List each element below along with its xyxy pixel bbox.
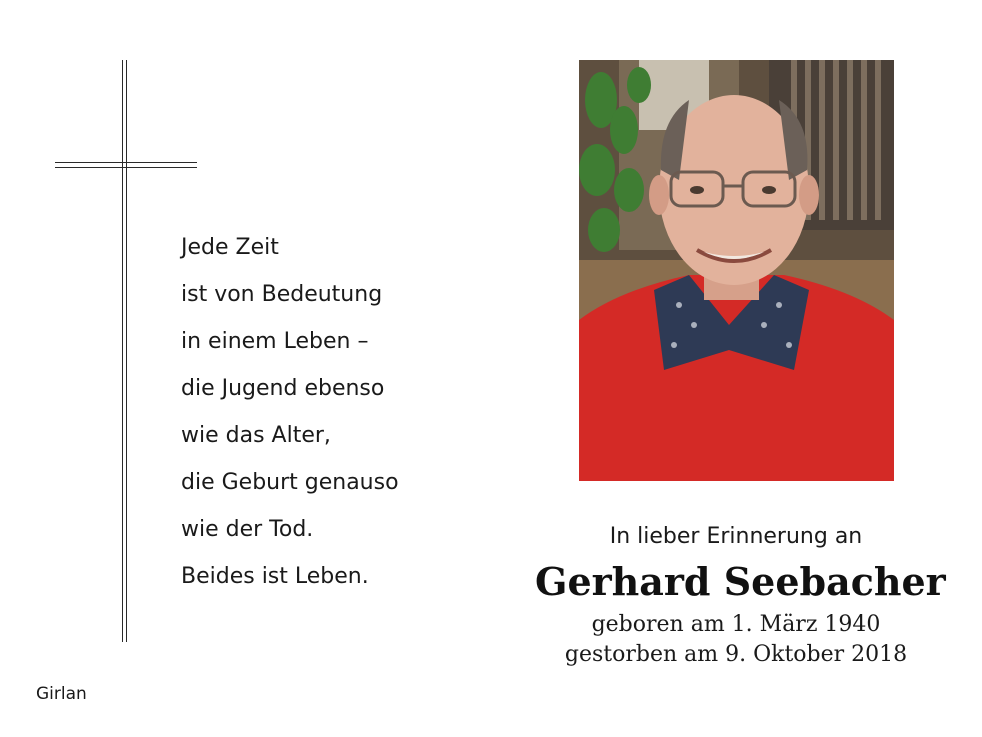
death-date: gestorben am 9. Oktober 2018 (564, 642, 908, 667)
poem-line: in einem Leben – (181, 329, 369, 354)
place-name: Girlan (36, 684, 87, 704)
birth-date: geboren am 1. März 1940 (591, 612, 881, 637)
poem-line: Jede Zeit (181, 235, 279, 260)
deceased-name: Gerhard Seebacher (535, 559, 946, 604)
poem-line: die Jugend ebenso (181, 376, 385, 401)
cross-horizontal-line (55, 167, 197, 168)
cross-vertical-line (126, 60, 127, 642)
poem-line: wie das Alter, (181, 423, 331, 448)
poem-line: wie der Tod. (181, 517, 314, 542)
portrait-photo (579, 60, 894, 481)
poem-line: die Geburt genauso (181, 470, 399, 495)
poem (181, 224, 399, 600)
memorial-text (535, 520, 946, 670)
cross-vertical-line (122, 60, 123, 642)
cross-horizontal-line (55, 162, 197, 163)
poem-line: Beides ist Leben. (181, 564, 369, 589)
poem-line: ist von Bedeutung (181, 282, 383, 307)
memorial-intro: In lieber Erinnerung an (609, 524, 863, 549)
